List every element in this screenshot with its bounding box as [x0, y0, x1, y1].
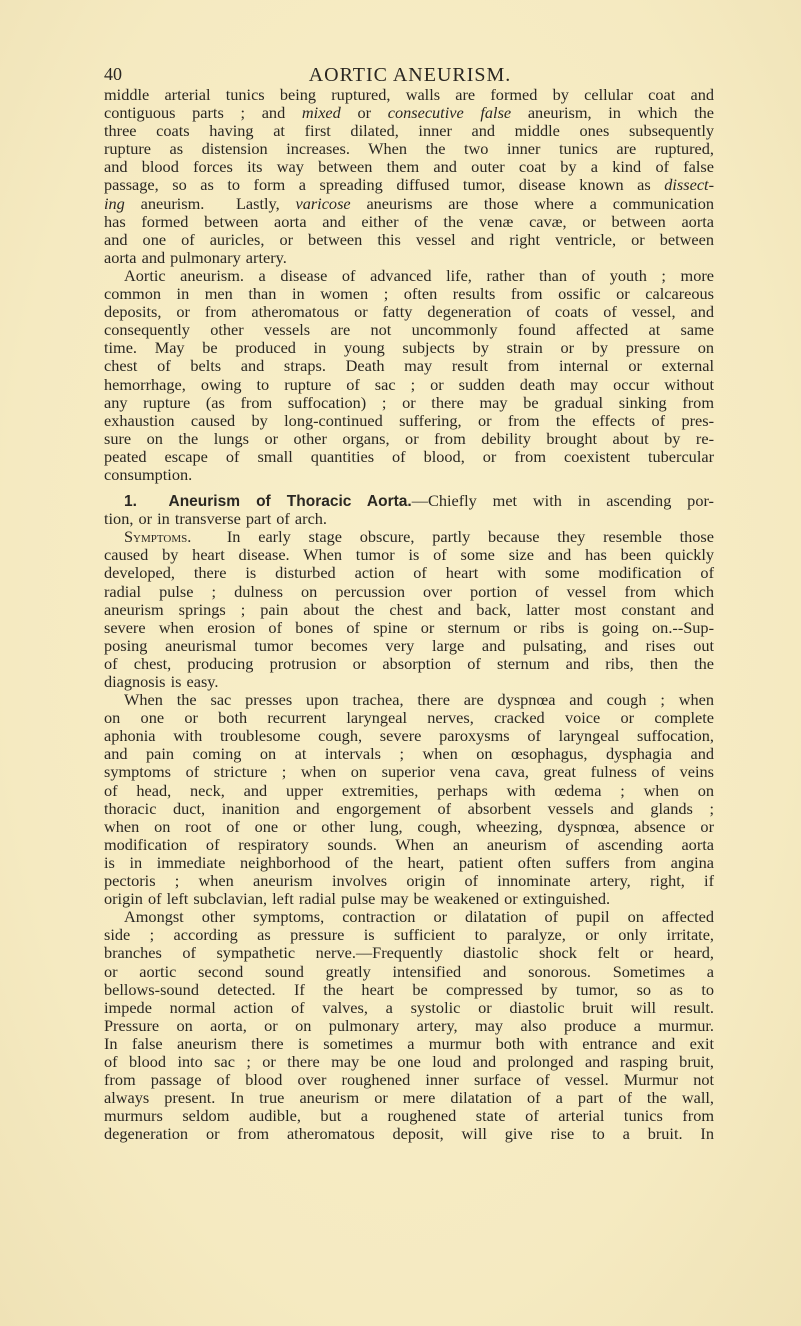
text-line: diagnosis is easy. [104, 672, 219, 691]
paragraph [104, 267, 714, 484]
italic-term: consecutive false [387, 103, 512, 123]
text-line [104, 104, 714, 122]
text-line: always present. In true aneurism or mere dilatation of a part of the wall, [104, 1088, 714, 1108]
text-line: exhaustion caused by long-continued suffering, or from the effects of pres- [104, 410, 714, 430]
subsection-label: Symptoms. [124, 527, 192, 547]
text-line: is in immediate neighborhood of the heart, patient often suffers from angina [104, 852, 714, 872]
text-run: aneurism. Lastly, [124, 193, 296, 213]
text-line: middle arterial tunics being ruptured, walls are formed by cellular coat and [104, 85, 714, 104]
text-line: Aortic aneurism. a disease of advanced life, rather than of youth ; more [124, 265, 714, 285]
text-line: bellows-sound detected. If the heart be compressed by tumor, so as to [104, 979, 714, 999]
text-line: consumption. [104, 464, 193, 484]
text-line: when on root of one or other lung, cough, wheezing, dyspnœa, absence or [104, 816, 714, 836]
italic-term: ing [104, 193, 125, 213]
text-line: Amongst other symptoms, contraction or dilatation of pupil on affected [124, 907, 714, 927]
text-line: posing aneurismal tumor becomes very large and pulsating, and rises out [104, 635, 714, 655]
text-line: aorta and pulmonary artery. [104, 247, 287, 267]
text-line: murmurs seldom audible, but a roughened state of arterial tunics from [104, 1106, 714, 1126]
text-line: symptoms of stricture ; when on superior vena cava, great fulness of veins [104, 762, 714, 782]
paragraph [104, 86, 714, 267]
text-line: deposits, or from atheromatous or fatty degeneration of coats of vessel, and [104, 302, 714, 322]
text-line: In false aneurism there is sometimes a murmur both with entrance and exit [104, 1033, 714, 1053]
text-run: or [340, 103, 388, 123]
text-line: from passage of blood over roughened inner surface of vessel. Murmur not [104, 1070, 714, 1090]
paragraph [104, 908, 714, 1143]
text-line: three coats having at first dilated, inner and middle ones subsequently [104, 121, 714, 141]
running-title: AORTIC ANEURISM. [308, 64, 512, 86]
italic-term: varicose [295, 193, 351, 213]
text-line: tion, or in transverse part of arch. [104, 509, 328, 529]
text-line: rupture as distension increases. When the two inner tunics are ruptured, [104, 139, 714, 159]
page-number: 40 [104, 64, 122, 84]
text-line: chest of belts and straps. Death may result from internal or external [104, 356, 714, 376]
text-run: aneurism, in which the [511, 103, 715, 123]
italic-term: dissect- [664, 175, 714, 195]
text-line: impede normal action of valves, a systolic or diastolic bruit will result. [104, 997, 714, 1017]
paragraph [104, 691, 714, 908]
text-line: degeneration or from atheromatous deposit, will give rise to a bruit. In [104, 1124, 714, 1144]
section-heading: 1. Aneurism of Thoracic Aorta. [124, 493, 412, 511]
text-line [104, 195, 714, 213]
text-line: of head, neck, and upper extremities, perhaps with œdema ; when on [104, 780, 714, 800]
italic-term: mixed [301, 103, 341, 123]
page-body-text [104, 86, 714, 1143]
text-line: time. May be produced in young subjects by strain or by pressure on [104, 338, 714, 358]
text-line: severe when erosion of bones of spine or sternum or ribs is going on.--Sup- [104, 617, 714, 637]
text-line: pectoris ; when aneurism involves origin of innominate artery, right, if [104, 871, 714, 891]
paragraph [104, 528, 714, 691]
text-line: radial pulse ; dulness on percussion over portion of vessel from which [104, 581, 714, 601]
text-line: modification of respiratory sounds. When an aneurism of ascending aorta [104, 834, 714, 854]
text-line: sure on the lungs or other organs, or from debility brought about by re- [104, 428, 714, 448]
text-line: aphonia with troublesome cough, severe paroxysms of laryngeal suffocation, [104, 726, 714, 746]
text-line: hemorrhage, owing to rupture of sac ; or sudden death may occur without [104, 374, 714, 394]
text-line: peated escape of small quantities of blood, or from coexistent tubercular [104, 446, 714, 466]
text-line [104, 528, 714, 546]
section-heading-paragraph [104, 492, 714, 528]
text-line: of chest, producing protrusion or absorption of sternum and ribs, then the [104, 653, 714, 673]
text-line: thoracic duct, inanition and engorgement of absorbent vessels and glands ; [104, 798, 714, 818]
text-run: aneurisms are those where a communication [350, 193, 714, 213]
text-line: of blood into sac ; or there may be one loud and prolonged and rasping bruit, [104, 1051, 714, 1071]
text-line: and pain coming on at intervals ; when on œsophagus, dysphagia and [104, 744, 714, 764]
text-line: on one or both recurrent laryngeal nerves, cracked voice or complete [104, 708, 714, 728]
text-line: common in men than in women ; often results from ossific or calcareous [104, 284, 714, 304]
text-line: side ; according as pressure is sufficient to paralyze, or only irritate, [104, 925, 714, 945]
text-line: Pressure on aorta, or on pulmonary artery, may also produce a murmur. [104, 1015, 714, 1035]
text-line: and one of auricles, or between this vessel and right ventricle, or between [104, 229, 714, 249]
text-run: —Chiefly met with in ascending por- [411, 491, 714, 511]
text-line: When the sac presses upon trachea, there are dyspnœa and cough ; when [124, 690, 714, 710]
text-line: any rupture (as from suffocation) ; or there may be gradual sinking from [104, 392, 714, 412]
text-run: passage, so as to form a spreading diffused tumor, disease known as [104, 175, 665, 195]
text-run: contiguous parts ; and [104, 103, 302, 123]
text-line: consequently other vessels are not uncommonly found affected at same [104, 320, 714, 340]
text-run: In early stage obscure, partly because they resemble those [191, 527, 714, 547]
text-line [104, 492, 714, 510]
text-line: caused by heart disease. When tumor is of some size and has been quickly [104, 545, 714, 565]
text-line: aneurism springs ; pain about the chest and back, latter most constant and [104, 599, 714, 619]
text-line: origin of left subclavian, left radial pulse may be weakened or extinguished. [104, 889, 611, 909]
text-line [104, 176, 714, 194]
text-line: or aortic second sound greatly intensified and sonorous. Sometimes a [104, 961, 714, 981]
text-line: and blood forces its way between them and outer coat by a kind of false [104, 157, 714, 177]
text-line: has formed between aorta and either of the venæ cavæ, or between aorta [104, 211, 714, 231]
text-line: developed, there is disturbed action of heart with some modification of [104, 563, 714, 583]
text-line: branches of sympathetic nerve.—Frequently diastolic shock felt or heard, [104, 943, 714, 963]
